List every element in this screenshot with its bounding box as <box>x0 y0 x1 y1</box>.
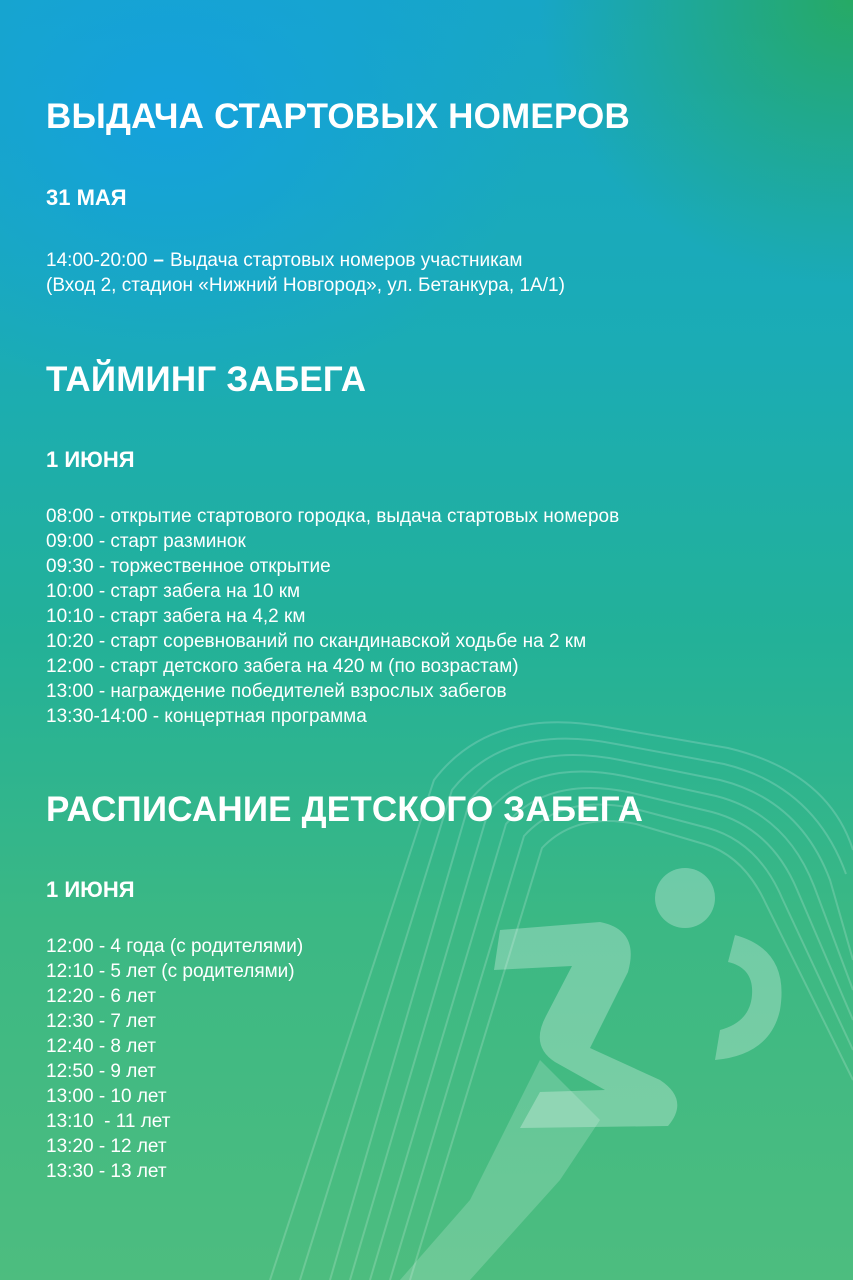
kids-item: 12:40 - 8 лет <box>46 1036 157 1057</box>
kids-item: 13:10 - 11 лет <box>46 1111 171 1132</box>
pickup-title: ВЫДАЧА СТАРТОВЫХ НОМЕРОВ <box>46 97 630 136</box>
pickup-description: Выдача стартовых номеров участникам <box>170 250 523 271</box>
pickup-time: 14:00-20:00 <box>46 250 148 271</box>
pickup-time-line <box>46 248 522 273</box>
timing-item: 13:00 - награждение победителей взрослых забегов <box>46 681 507 702</box>
kids-item: 12:50 - 9 лет <box>46 1061 157 1082</box>
timing-item: 09:30 - торжественное открытие <box>46 556 331 577</box>
timing-title: ТАЙМИНГ ЗАБЕГА <box>46 360 367 399</box>
timing-item: 10:00 - старт забега на 10 км <box>46 581 301 602</box>
timing-item: 13:30-14:00 - концертная программа <box>46 706 367 727</box>
timing-list <box>46 504 619 729</box>
kids-item: 12:00 - 4 года (с родителями) <box>46 936 304 957</box>
pickup-dash: – <box>153 250 164 271</box>
pickup-date: 31 МАЯ <box>46 185 127 210</box>
kids-item: 13:30 - 13 лет <box>46 1161 167 1182</box>
timing-item: 09:00 - старт разминок <box>46 531 246 552</box>
timing-item: 10:20 - старт соревнований по скандинавской ходьбе на 2 км <box>46 631 587 652</box>
timing-item: 12:00 - старт детского забега на 420 м (по возрастам) <box>46 656 519 677</box>
pickup-location: (Вход 2, стадион «Нижний Новгород», ул. Бетанкура, 1А/1) <box>46 275 565 296</box>
kids-title: РАСПИСАНИЕ ДЕТСКОГО ЗАБЕГА <box>46 790 644 829</box>
kids-item: 13:00 - 10 лет <box>46 1086 167 1107</box>
kids-item: 12:20 - 6 лет <box>46 986 157 1007</box>
kids-item: 12:10 - 5 лет (с родителями) <box>46 961 295 982</box>
kids-list <box>46 934 303 1184</box>
kids-item: 13:20 - 12 лет <box>46 1136 167 1157</box>
timing-item: 10:10 - старт забега на 4,2 км <box>46 606 306 627</box>
kids-date: 1 ИЮНЯ <box>46 877 135 902</box>
timing-item: 08:00 - открытие стартового городка, выдача стартовых номеров <box>46 506 620 527</box>
kids-item: 12:30 - 7 лет <box>46 1011 157 1032</box>
timing-date: 1 ИЮНЯ <box>46 447 135 472</box>
